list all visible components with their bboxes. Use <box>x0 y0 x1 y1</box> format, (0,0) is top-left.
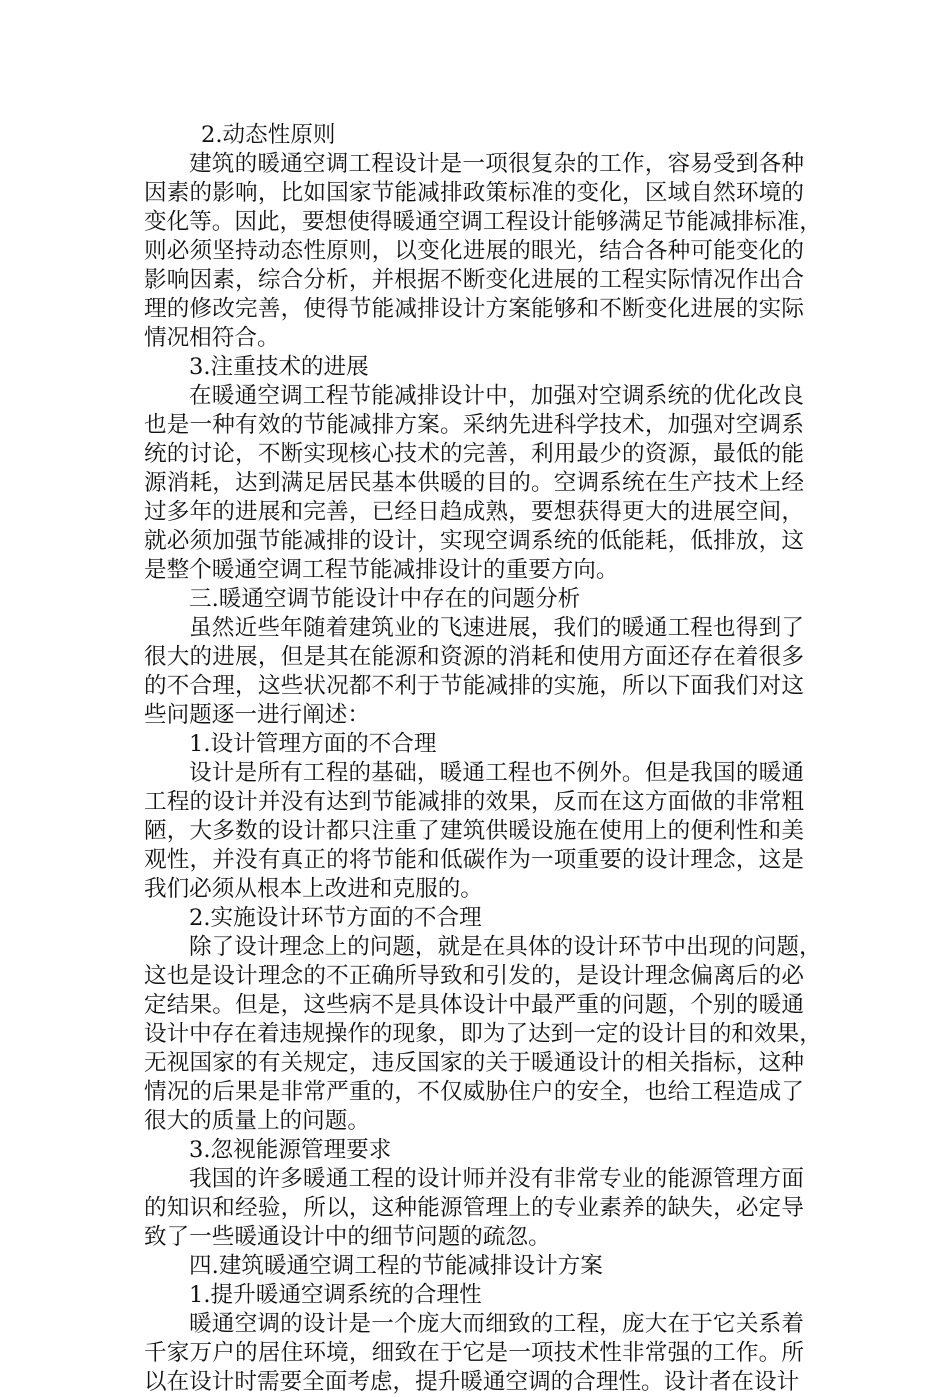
paragraph-line: 也是一种有效的节能减排方案。采纳先进科学技术，加强对空调系 <box>144 412 804 438</box>
section-heading <box>144 1136 804 1165</box>
paragraph-line: 建筑的暖通空调工程设计是一项很复杂的工作，容易受到各种 <box>189 151 804 177</box>
section-heading <box>144 585 804 614</box>
paragraph-line: 工程的设计并没有达到节能减排的效果，反而在这方面做的非常粗 <box>144 789 804 815</box>
heading-line: 四.建筑暖通空调工程的节能减排设计方案 <box>189 1253 603 1279</box>
heading-line: 3.忽视能源管理要求 <box>189 1137 392 1163</box>
body-paragraph <box>144 933 822 1136</box>
heading-line: 1.提升暖通空调系统的合理性 <box>189 1282 482 1308</box>
paragraph-line: 则必须坚持动态性原则，以变化进展的眼光，结合各种可能变化的 <box>144 238 804 264</box>
paragraph-line: 虽然近些年随着建筑业的飞速进展，我们的暖通工程也得到了 <box>189 615 804 641</box>
paragraph-line: 源消耗，达到满足居民基本供暖的目的。空调系统在生产技术上经 <box>144 470 804 496</box>
paragraph-line: 很大的质量上的问题。 <box>144 1108 370 1134</box>
body-paragraph <box>144 150 822 353</box>
paragraph-line: 在暖通空调工程节能减排设计中，加强对空调系统的优化改良 <box>189 383 804 409</box>
heading-line: 2.实施设计环节方面的不合理 <box>189 905 482 931</box>
section-heading <box>144 730 804 759</box>
paragraph-line: 些问题逐一进行阐述： <box>144 702 370 728</box>
heading-line: 三.暖通空调节能设计中存在的问题分析 <box>189 586 581 612</box>
paragraph-line: 情况相符合。 <box>144 325 280 351</box>
section-heading <box>144 1281 804 1310</box>
paragraph-line: 暖通空调的设计是一个庞大而细致的工程，庞大在于它关系着 <box>189 1311 804 1337</box>
paragraph-line: 我们必须从根本上改进和克服的。 <box>144 876 483 902</box>
body-paragraph <box>144 382 804 585</box>
section-heading <box>144 904 804 933</box>
heading-line: 1.设计管理方面的不合理 <box>189 731 437 757</box>
body-paragraph <box>144 1310 804 1397</box>
paragraph-line: 无视国家的有关规定，违反国家的关于暖通设计的相关指标，这种 <box>144 1050 804 1076</box>
body-paragraph <box>144 1165 804 1252</box>
paragraph-line: 情况的后果是非常严重的，不仅威胁住户的安全，也给工程造成了 <box>144 1079 804 1105</box>
paragraph-line: 因素的影响，比如国家节能减排政策标准的变化，区域自然环境的 <box>144 180 804 206</box>
paragraph-line: 除了设计理念上的问题，就是在具体的设计环节中出现的问题， <box>189 934 822 960</box>
paragraph-line: 我国的许多暖通工程的设计师并没有非常专业的能源管理方面 <box>189 1166 804 1192</box>
paragraph-line: 致了一些暖通设计中的细节问题的疏忽。 <box>144 1224 551 1250</box>
body-paragraph <box>144 759 804 904</box>
paragraph-line: 理的修改完善，使得节能减排设计方案能够和不断变化进展的实际 <box>144 296 804 322</box>
paragraph-line: 设计中存在着违规操作的现象，即为了达到一定的设计目的和效果， <box>144 1021 822 1047</box>
paragraph-line: 是整个暖通空调工程节能减排设计的重要方向。 <box>144 557 619 583</box>
paragraph-line: 观性，并没有真正的将节能和低碳作为一项重要的设计理念，这是 <box>144 847 804 873</box>
section-heading <box>144 121 804 150</box>
paragraph-line: 过多年的进展和完善，已经日趋成熟，要想获得更大的进展空间， <box>144 499 804 525</box>
body-paragraph <box>144 614 804 730</box>
paragraph-line: 的不合理，这些状况都不利于节能减排的实施，所以下面我们对这 <box>144 673 804 699</box>
document-page <box>144 121 822 1397</box>
paragraph-line: 陋，大多数的设计都只注重了建筑供暖设施在使用上的便利性和美 <box>144 818 804 844</box>
paragraph-line: 就必须加强节能减排的设计，实现空调系统的低能耗，低排放，这 <box>144 528 804 554</box>
paragraph-line: 设计是所有工程的基础，暖通工程也不例外。但是我国的暖通 <box>189 760 804 786</box>
paragraph-line: 定结果。但是，这些病不是具体设计中最严重的问题，个别的暖通 <box>144 992 804 1018</box>
paragraph-line: 的知识和经验，所以，这种能源管理上的专业素养的缺失，必定导 <box>144 1195 804 1221</box>
paragraph-line: 这也是设计理念的不正确所导致和引发的，是设计理念偏离后的必 <box>144 963 804 989</box>
paragraph-line: 很大的进展，但是其在能源和资源的消耗和使用方面还存在着很多 <box>144 644 804 670</box>
paragraph-line: 统的讨论，不断实现核心技术的完善，利用最少的资源，最低的能 <box>144 441 804 467</box>
section-heading <box>144 1252 804 1281</box>
heading-line: 2.动态性原则 <box>201 122 336 148</box>
paragraph-line: 以在设计时需要全面考虑，提升暖通空调的合理性。设计者在设计 <box>144 1369 800 1395</box>
paragraph-line: 影响因素，综合分析，并根据不断变化进展的工程实际情况作出合 <box>144 267 804 293</box>
paragraph-line: 千家万户的居住环境，细致在于它是一项技术性非常强的工作。所 <box>144 1340 804 1366</box>
paragraph-line: 变化等。因此，要想使得暖通空调工程设计能够满足节能减排标准， <box>144 209 822 235</box>
heading-line: 3.注重技术的进展 <box>189 354 369 380</box>
section-heading <box>144 353 804 382</box>
